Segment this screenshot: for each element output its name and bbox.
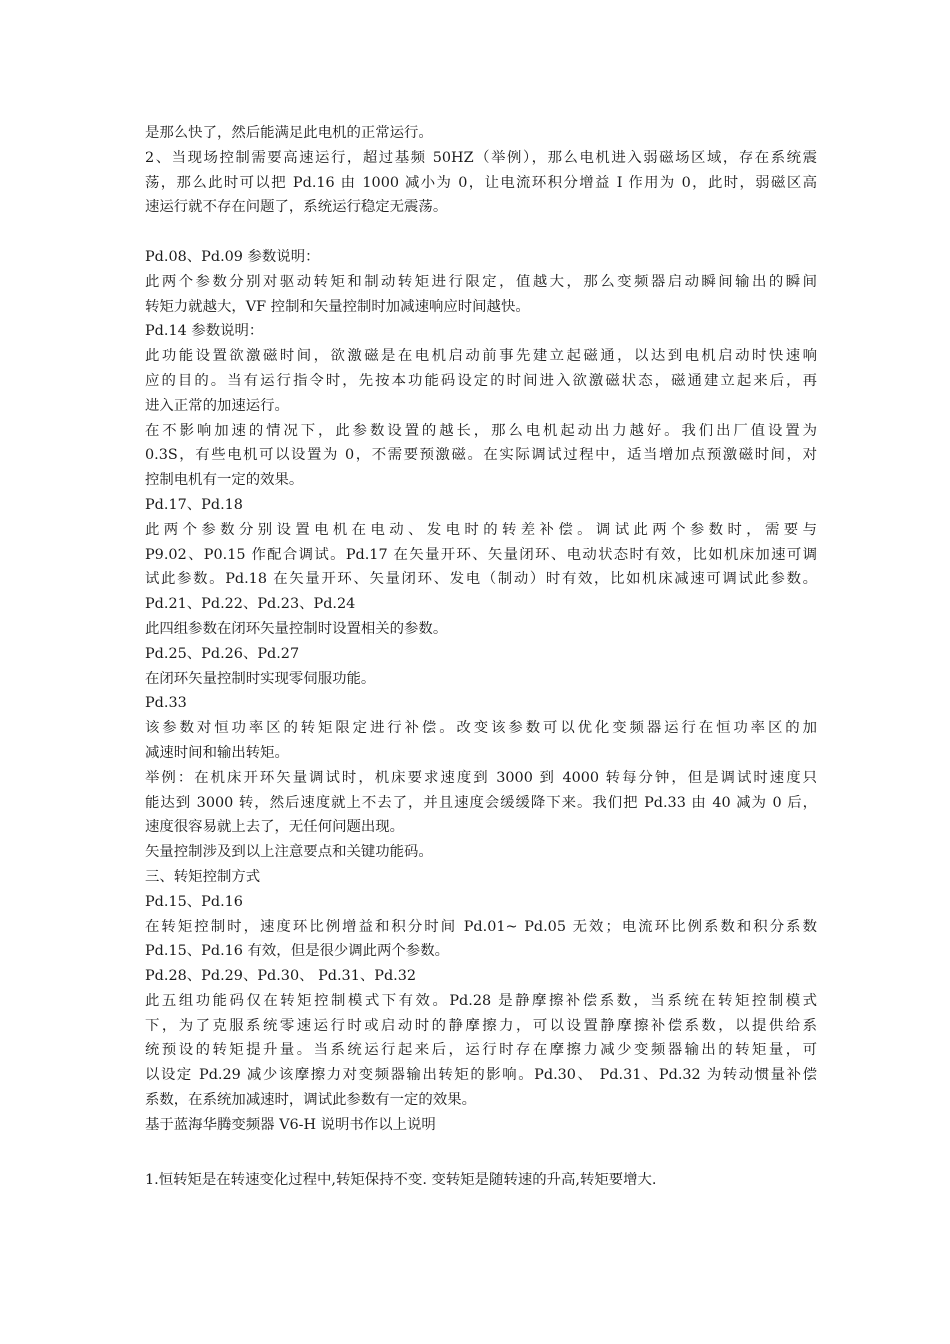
paragraph-line: 统预设的转矩提升量。当系统运行起来后，运行时存在摩擦力减少变频器输出的转矩量，可 bbox=[145, 1042, 817, 1059]
paragraph-line: 速度很容易就上去了，无任何问题出现。 bbox=[145, 819, 405, 836]
section-heading: Pd.33 bbox=[145, 695, 187, 712]
paragraph-line: 以设定 Pd.29 减少该摩擦力对变频器输出转矩的影响。Pd.30、 Pd.31、Pd.32 为转动惯量补偿 bbox=[145, 1067, 817, 1084]
paragraph-line: P9.02、P0.15 作配合调试。Pd.17 在矢量开环、矢量闭环、电动状态时有效，比如机床加速可调 bbox=[145, 546, 817, 563]
section-heading: Pd.17、Pd.18 bbox=[145, 496, 243, 513]
paragraph-line: 举例：在机床开环矢量调试时，机床要求速度到 3000 到 4000 转每分钟，但是调试时速度只 bbox=[145, 769, 817, 786]
section-heading: Pd.08、Pd.09 参数说明： bbox=[145, 248, 320, 265]
paragraph-line: 在转矩控制时，速度环比例增益和积分时间 Pd.01~ Pd.05 无效；电流环比例系数和积分系数 bbox=[145, 918, 817, 935]
paragraph-line: 此两个参数分别对驱动转矩和制动转矩进行限定，值越大，那么变频器启动瞬间输出的瞬间 bbox=[145, 273, 817, 290]
paragraph-line: 能达到 3000 转，然后速度就上不去了，并且速度会缓缓降下来。我们把 Pd.33 由 40 减为 0 后， bbox=[145, 794, 817, 811]
paragraph-line: 系数，在系统加减速时，调试此参数有一定的效果。 bbox=[145, 1092, 476, 1109]
paragraph-line: 下，为了克服系统零速运行时或启动时的静摩擦力，可以设置静摩擦补偿系数，以提供给系 bbox=[145, 1017, 817, 1034]
paragraph-line: 速运行就不存在问题了，系统运行稳定无震荡。 bbox=[145, 199, 448, 216]
paragraph-line: 基于蓝海华腾变频器 V6-H 说明书作以上说明 bbox=[145, 1116, 436, 1133]
paragraph-line: 此四组参数在闭环矢量控制时设置相关的参数。 bbox=[145, 620, 448, 637]
paragraph-line: 此两个参数分别设置电机在电动、发电时的转差补偿。调试此两个参数时，需要与 bbox=[145, 521, 817, 538]
paragraph-line: Pd.15、Pd.16 有效，但是很少调此两个参数。 bbox=[145, 943, 449, 960]
paragraph-line: 此功能设置欲激磁时间，欲激磁是在电机启动前事先建立起磁通，以达到电机启动时快速响 bbox=[145, 348, 817, 365]
section-heading: Pd.28、Pd.29、Pd.30、 Pd.31、Pd.32 bbox=[145, 968, 417, 985]
paragraph-line: 该参数对恒功率区的转矩限定进行补偿。改变该参数可以优化变频器运行在恒功率区的加 bbox=[145, 720, 817, 737]
section-heading: Pd.15、Pd.16 bbox=[145, 893, 243, 910]
paragraph-line: 2、当现场控制需要高速运行，超过基频 50HZ（举例），那么电机进入弱磁场区域，存在系统震 bbox=[145, 149, 817, 166]
blank-line bbox=[145, 1138, 817, 1168]
paragraph-line: 进入正常的加速运行。 bbox=[145, 397, 289, 414]
section-heading: 三、转矩控制方式 bbox=[145, 868, 261, 885]
paragraph-line: 在闭环矢量控制时实现零伺服功能。 bbox=[145, 670, 376, 687]
section-heading: Pd.14 参数说明： bbox=[145, 323, 264, 340]
paragraph-line: 荡，那么此时可以把 Pd.16 由 1000 减小为 0，让电流环积分增益 I 作用为 0，此时，弱磁区高 bbox=[145, 174, 817, 191]
document-page bbox=[145, 121, 817, 1192]
section-heading: Pd.21、Pd.22、Pd.23、Pd.24 bbox=[145, 596, 356, 613]
paragraph-line: 转矩力就越大，VF 控制和矢量控制时加减速响应时间越快。 bbox=[145, 298, 530, 315]
section-heading: Pd.25、Pd.26、Pd.27 bbox=[145, 645, 300, 662]
paragraph-line: 应的目的。当有运行指令时，先按本功能码设定的时间进入欲激磁状态，磁通建立起来后，再 bbox=[145, 372, 817, 389]
blank-line bbox=[145, 220, 817, 245]
paragraph-line: 试此参数。Pd.18 在矢量开环、矢量闭环、发电（制动）时有效，比如机床减速可调试此参数。 bbox=[145, 571, 817, 588]
paragraph-line: 矢量控制涉及到以上注意要点和关键功能码。 bbox=[145, 844, 433, 861]
paragraph-line: 减速时间和输出转矩。 bbox=[145, 744, 289, 761]
paragraph-line: 1.恒转矩是在转速变化过程中,转矩保持不变. 变转矩是随转速的升高,转矩要增大. bbox=[145, 1171, 657, 1188]
paragraph-line: 在不影响加速的情况下，此参数设置的越长，那么电机起动出力越好。我们出厂值设置为 bbox=[145, 422, 817, 439]
paragraph-line: 此五组功能码仅在转矩控制模式下有效。Pd.28 是静摩擦补偿系数，当系统在转矩控制模式 bbox=[145, 992, 817, 1009]
paragraph-line: 控制电机有一定的效果。 bbox=[145, 472, 304, 489]
paragraph-line: 是那么快了，然后能满足此电机的正常运行。 bbox=[145, 125, 433, 141]
paragraph-line: 0.3S，有些电机可以设置为 0，不需要预激磁。在实际调试过程中，适当增加点预激磁时间，对 bbox=[145, 447, 817, 464]
